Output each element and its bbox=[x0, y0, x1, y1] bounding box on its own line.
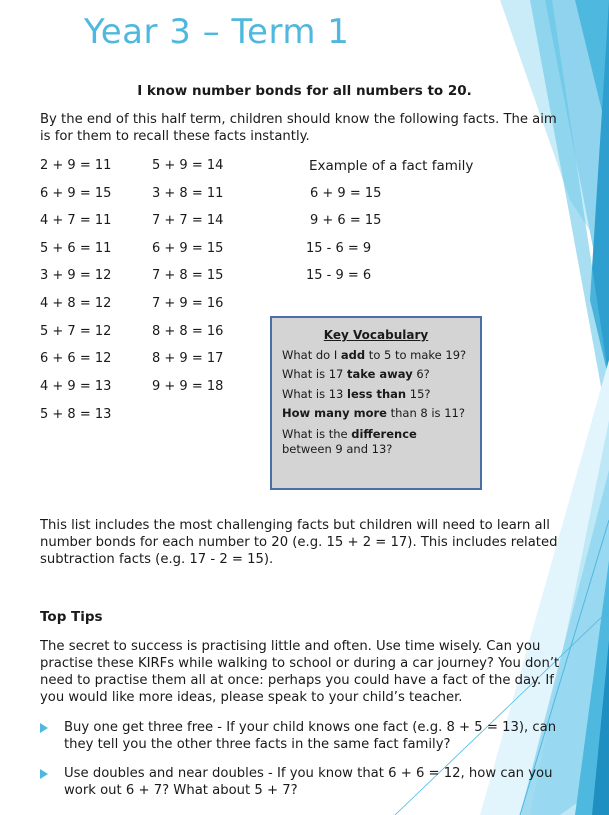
fact-item: 5 + 7 = 12 bbox=[40, 324, 112, 339]
tip-text: Use doubles and near doubles - If you know that 6 + 6 = 12, how can you work out 6 + 7? What about 5 + 7? bbox=[64, 766, 553, 798]
arrow-bullet-icon bbox=[40, 723, 48, 733]
fact-item: 3 + 8 = 11 bbox=[152, 186, 224, 201]
fact-item: 8 + 8 = 16 bbox=[152, 324, 224, 339]
fact-family-item: 15 - 9 = 6 bbox=[306, 268, 372, 283]
subtitle: I know number bonds for all numbers to 20. bbox=[137, 83, 472, 99]
top-tips-paragraph: The secret to success is practising little and often. Use time wisely. Can you practise these KIRFs while walking to school or during a car journey? You don’t need to practise them all at once: perhaps you could have a fact of the day. If you would like more ideas, please speak to your child’s teacher. bbox=[40, 639, 560, 705]
fact-family-item: 6 + 9 = 15 bbox=[310, 186, 382, 201]
fact-item: 9 + 9 = 18 bbox=[152, 379, 224, 394]
list-note-paragraph: This list includes the most challenging facts but children will need to learn all number bonds for each number to 20 (e.g. 15 + 2 = 17). This includes related subtraction facts (e.g. 17 - 2 = 15). bbox=[40, 518, 558, 567]
fact-item: 5 + 8 = 13 bbox=[40, 407, 112, 422]
fact-item: 5 + 9 = 14 bbox=[152, 158, 224, 173]
vocab-question: What is 13 less than 15? bbox=[282, 386, 431, 401]
vocab-question: What do I add to 5 to make 19? bbox=[282, 347, 467, 362]
vocab-question: What is the difference between 9 and 13? bbox=[282, 426, 417, 456]
vocab-question: How many more than 8 is 11? bbox=[282, 406, 465, 420]
fact-item: 4 + 8 = 12 bbox=[40, 296, 112, 311]
fact-item: 5 + 6 = 11 bbox=[40, 241, 112, 256]
fact-item: 6 + 9 = 15 bbox=[40, 186, 112, 201]
fact-family-heading: Example of a fact family bbox=[309, 158, 474, 174]
fact-item: 2 + 9 = 11 bbox=[40, 158, 112, 173]
fact-item: 6 + 6 = 12 bbox=[40, 351, 112, 366]
fact-family-item: 15 - 6 = 9 bbox=[306, 241, 372, 256]
fact-item: 7 + 8 = 15 bbox=[152, 268, 224, 283]
vocab-title: Key Vocabulary bbox=[323, 328, 429, 342]
fact-item: 3 + 9 = 12 bbox=[40, 268, 112, 283]
fact-item: 7 + 7 = 14 bbox=[152, 213, 224, 228]
arrow-bullet-icon bbox=[40, 769, 48, 779]
vocab-question: What is 17 take away 6? bbox=[282, 367, 430, 381]
key-vocabulary-box bbox=[270, 316, 482, 490]
tip-text: Buy one get three free - If your child knows one fact (e.g. 8 + 5 = 13), can they tell you the other three facts in the same fact family? bbox=[64, 720, 557, 752]
fact-family-item: 9 + 6 = 15 bbox=[310, 213, 382, 228]
fact-item: 7 + 9 = 16 bbox=[152, 296, 224, 311]
fact-item: 8 + 9 = 17 bbox=[152, 351, 224, 366]
fact-item: 4 + 9 = 13 bbox=[40, 379, 112, 394]
fact-item: 6 + 9 = 15 bbox=[152, 241, 224, 256]
fact-item: 4 + 7 = 11 bbox=[40, 213, 112, 228]
intro-paragraph: By the end of this half term, children should know the following facts. The aim is for them to recall these facts instantly. bbox=[40, 112, 557, 144]
page-title: Year 3 – Term 1 bbox=[84, 12, 350, 52]
top-tips-heading: Top Tips bbox=[40, 609, 103, 625]
